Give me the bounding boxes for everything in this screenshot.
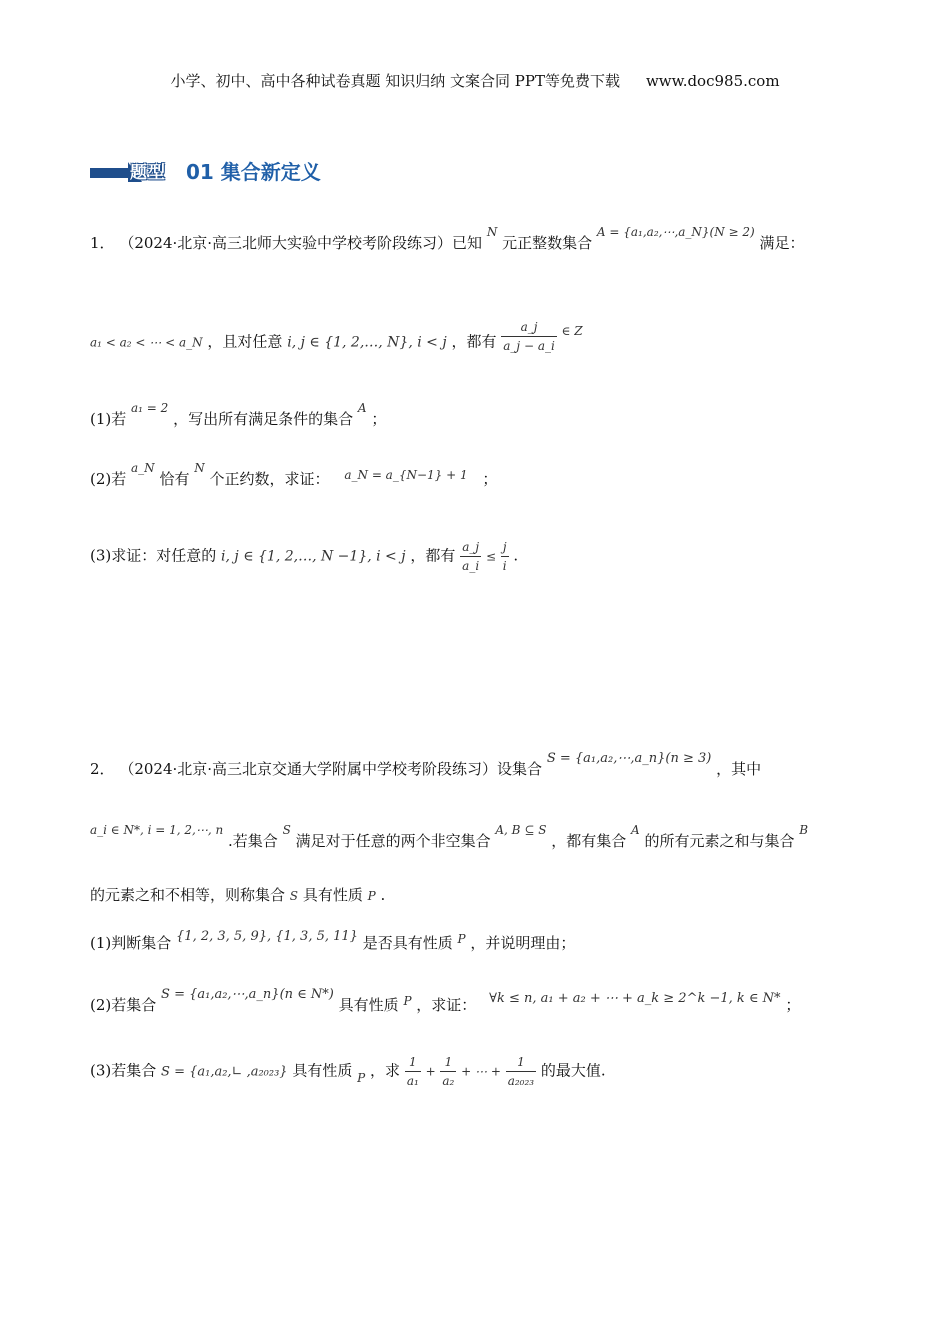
q2-p3-end: 的最大值. — [540, 1061, 606, 1080]
page-header — [0, 70, 950, 91]
q1-p3-frac1 — [460, 540, 481, 573]
q1-p1-text: ，写出所有满足条件的集合 — [173, 410, 354, 428]
q2-text3: 满足对于任意的两个非空集合 — [295, 832, 491, 850]
q2-p2-end: ； — [785, 996, 801, 1014]
q2-math-B: B — [799, 823, 809, 837]
q1-p3-frac2 — [501, 540, 509, 573]
q2-p3-frac3-num: 1 — [517, 1055, 525, 1069]
q2-math-S: S — [282, 823, 291, 837]
q2-p3-math: S = {a₁,a₂,∟ ,a₂₀₂₃} — [161, 1064, 288, 1080]
q1-p1-math: a₁ = 2 — [131, 401, 169, 415]
q2-p1-P: P — [457, 932, 466, 946]
q2-p3-frac1-den: a₁ — [405, 1071, 421, 1088]
q2-p3-frac2 — [440, 1055, 456, 1088]
q1-p3-frac1-den: a_i — [460, 556, 481, 573]
q1-number: 1． — [90, 234, 115, 252]
q2-p3-frac1 — [405, 1055, 421, 1088]
q2-text5: 的所有元素之和与集合 — [644, 832, 795, 850]
q2-p3-frac3 — [506, 1055, 536, 1088]
q1-p3-label: (3)求证：对任意的 — [90, 546, 217, 565]
q1-p3-text: ，都有 — [410, 546, 456, 565]
q2-text2: .若集合 — [228, 832, 278, 850]
q2-p3-frac3-den: a₂₀₂₃ — [506, 1071, 536, 1088]
q2-p3-frac2-num: 1 — [444, 1055, 453, 1069]
q2-p3-text: 具有性质 — [292, 1061, 353, 1080]
section-title: 01 集合新定义 — [186, 160, 321, 184]
q1-frac-den: a_j − a_i — [501, 336, 557, 353]
q2-line1 — [90, 751, 762, 779]
q1-part2 — [90, 461, 498, 489]
q2-text1: ，其中 — [716, 760, 762, 778]
q1-math-order: a₁ < a₂ < ⋯ < a_N — [90, 335, 203, 350]
q1-p1-A: A — [357, 401, 367, 415]
q2-p3-text2: ，求 — [370, 1061, 401, 1080]
q2-p3-label: (3)若集合 — [90, 1061, 157, 1080]
q1-frac-num: a_j — [520, 320, 538, 334]
badge-bar-shape — [90, 168, 132, 178]
q1-p2-N: N — [194, 461, 205, 475]
q2-math-AB: A, B ⊆ S — [495, 823, 547, 837]
q2-number: 2． — [90, 760, 115, 778]
badge-label: 题型 — [130, 163, 166, 183]
q2-p1-end: ，并说明理由； — [470, 934, 576, 952]
q1-p1-end: ； — [371, 410, 387, 428]
q1-p2-math: a_N = a_{N−1} + 1 — [344, 468, 468, 482]
q2-line3-end: . — [380, 886, 386, 904]
q1-fraction — [501, 320, 557, 353]
q1-line1 — [90, 225, 805, 253]
q1-math-N: N — [486, 225, 498, 239]
q2-p1-text: 是否具有性质 — [362, 934, 453, 952]
q1-part3 — [90, 540, 518, 573]
q2-p3-frac2-den: a₂ — [440, 1071, 456, 1088]
q1-math-inZ: ∈ Z — [561, 323, 583, 338]
header-website: www.doc985.com — [645, 72, 780, 90]
q1-p2-text1: 恰有 — [159, 470, 190, 488]
q2-line3 — [90, 884, 385, 905]
header-tagline: 小学、初中、高中各种试卷真题 知识归纳 文案合同 PPT等免费下载 — [170, 72, 620, 90]
q1-p3-frac2-den: i — [501, 556, 509, 573]
q2-p2-P: P — [403, 994, 412, 1008]
q1-p2-aN: a_N — [131, 461, 155, 475]
q2-source: （2024·北京·高三北京交通大学附属中学校考阶段练习）设集合 — [119, 760, 543, 778]
q2-p2-label: (2)若集合 — [90, 996, 157, 1014]
q1-p3-end: . — [513, 546, 519, 565]
q1-p3-frac2-num: j — [502, 540, 507, 554]
q2-p3-plus1: + — [425, 1064, 436, 1079]
q2-line3-a: 的元素之和不相等，则称集合 — [90, 886, 286, 904]
q2-p3-plus2: + ⋯ + — [461, 1064, 501, 1079]
q2-part2 — [90, 987, 801, 1015]
q2-p1-math: {1, 2, 3, 5, 9}, {1, 3, 5, 11} — [176, 929, 358, 944]
q2-p3-frac1-num: 1 — [408, 1055, 417, 1069]
q2-p1-label: (1)判断集合 — [90, 934, 172, 952]
q1-p2-label: (2)若 — [90, 470, 127, 488]
q1-line2 — [90, 320, 583, 359]
q1-p3-frac1-num: a_j — [462, 540, 480, 554]
q1-p1-label: (1)若 — [90, 410, 127, 428]
q1-text4: ，都有 — [451, 332, 497, 351]
q1-text2: 满足： — [759, 234, 805, 252]
q2-part1 — [90, 929, 576, 953]
section-badge — [90, 158, 176, 184]
q1-source: （2024·北京·高三北师大实验中学校考阶段练习）已知 — [119, 234, 483, 252]
q2-math-set: S = {a₁,a₂,⋯,a_n}(n ≥ 3) — [546, 751, 712, 766]
q1-p2-text2: 个正约数，求证： — [209, 470, 330, 488]
q2-text4: ，都有集合 — [551, 832, 627, 850]
q2-p2-math: S = {a₁,a₂,⋯,a_n}(n ∈ N*) — [161, 987, 334, 1002]
q1-p3-math: i, j ∈ {1, 2,…, N −1}, i < j — [221, 548, 406, 565]
q1-text3: ，且对任意 — [207, 332, 283, 351]
q1-text1: 元正整数集合 — [502, 234, 593, 252]
q2-line3-S: S — [289, 889, 299, 903]
q1-part1 — [90, 401, 387, 429]
q2-line3-b: 具有性质 — [302, 886, 363, 904]
q2-line3-P: P — [367, 889, 376, 903]
q1-math-ij: i, j ∈ {1, 2,…, N}, i < j — [287, 334, 447, 351]
q1-math-set: A = {a₁,a₂,⋯,a_N}(N ≥ 2) — [596, 225, 755, 239]
q2-part3 — [90, 1055, 606, 1088]
q2-math-A: A — [631, 823, 640, 837]
q2-math-cond: a_i ∈ N*, i = 1, 2,⋯, n — [90, 823, 224, 837]
q2-p2-text2: ，求证： — [416, 996, 477, 1014]
q2-p2-math2: ∀k ≤ n, a₁ + a₂ + ⋯ + a_k ≥ 2^k −1, k ∈ N* — [489, 991, 781, 1006]
q1-p3-le: ≤ — [485, 549, 497, 564]
q2-p2-text: 具有性质 — [338, 996, 399, 1014]
q2-p3-P: P — [357, 1070, 366, 1085]
q2-line2 — [90, 823, 809, 851]
q1-p2-end: ； — [482, 470, 498, 488]
